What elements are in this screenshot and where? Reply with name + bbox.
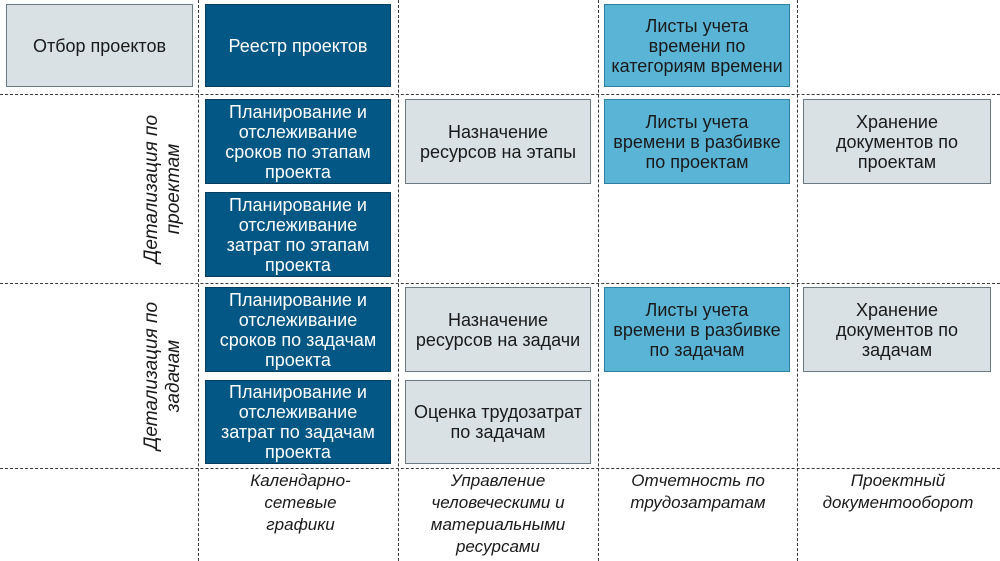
- box-schedule-by-project-stages: Планирование и отслеживание сроков по этапам проекта: [205, 99, 391, 184]
- col-label-labor-reporting: Отчетность по трудозатратам: [630, 471, 766, 512]
- box-resources-to-tasks: Назначение ресурсов на задачи: [405, 287, 591, 372]
- box-timesheets-by-projects: Листы учета времени в разбивке по проектам: [604, 99, 790, 184]
- divider-v-2: [398, 0, 399, 561]
- col-label-gantt: Календарно-сетевые графики: [250, 471, 351, 534]
- col-label-document-flow: Проектный документооборот: [822, 471, 974, 512]
- box-project-registry: Реестр проектов: [205, 4, 391, 87]
- box-schedule-by-project-tasks: Планирование и отслеживание сроков по задачам проекта: [205, 287, 391, 372]
- box-costs-by-project-stages: Планирование и отслеживание затрат по этапам проекта: [205, 192, 391, 277]
- divider-v-4: [797, 0, 798, 561]
- divider-v-3: [598, 0, 599, 561]
- divider-v-1: [198, 0, 199, 561]
- box-labor-estimation-by-tasks: Оценка трудозатрат по задачам: [405, 380, 591, 464]
- row-label-by-tasks: Детализация по задачам: [141, 301, 184, 451]
- box-costs-by-project-tasks: Планирование и отслеживание затрат по задачам проекта: [205, 380, 391, 464]
- row-label-by-projects: Детализация по проектам: [141, 114, 184, 264]
- box-timesheets-by-tasks: Листы учета времени в разбивке по задачам: [604, 287, 790, 372]
- box-project-selection: Отбор проектов: [6, 4, 193, 87]
- col-label-resources: Управление человеческими и материальными ресурсами: [430, 471, 566, 556]
- box-documents-by-projects: Хранение документов по проектам: [803, 99, 991, 184]
- box-documents-by-tasks: Хранение документов по задачам: [803, 287, 991, 372]
- box-resources-to-stages: Назначение ресурсов на этапы: [405, 99, 591, 184]
- box-timesheets-by-time-category: Листы учета времени по категориям времени: [604, 4, 790, 87]
